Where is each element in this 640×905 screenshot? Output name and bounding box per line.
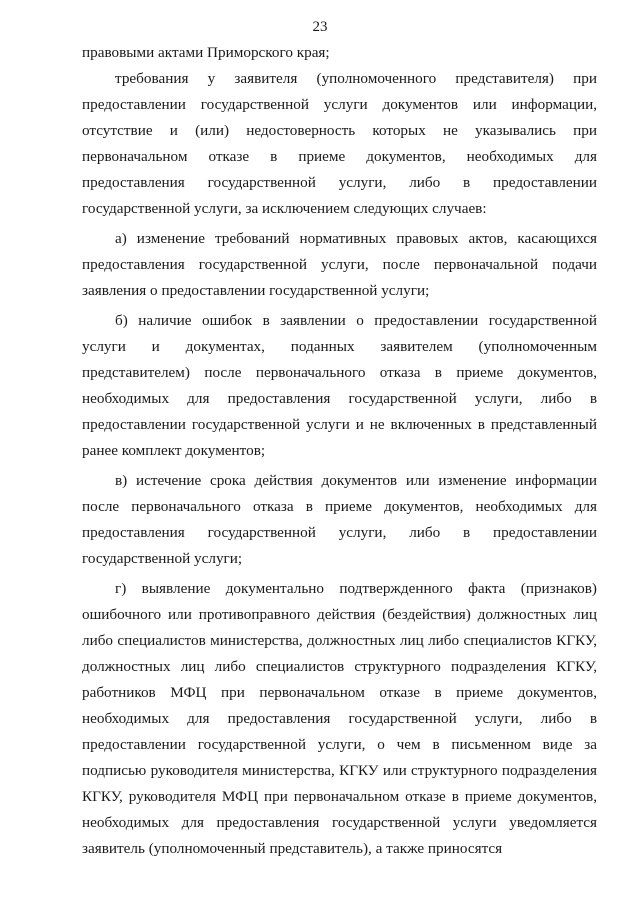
page-number: 23	[312, 19, 328, 35]
paragraph-requirements: требования у заявителя (уполномоченного представителя) при предоставлении государственной услуги документов или информации, отсутствие и (или) недостоверность которых не указывались при первоначальном отказе в приеме документов, необходимых для предоставления государственной услуги, либо в предоставлении государственной услуги, за исключением следующих случаев:	[82, 70, 597, 217]
paragraph-case-a: а) изменение требований нормативных правовых актов, касающихся предоставления государственной услуги, после первоначальной подачи заявления о предоставлении государственной услуги;	[82, 230, 597, 299]
paragraph-case-v: в) истечение срока действия документов или изменение информации после первоначального отказа в приеме документов, необходимых для предоставления государственной услуги, либо в предоставлении государственной услуги;	[82, 472, 597, 567]
paragraph-case-b: б) наличие ошибок в заявлении о предоставлении государственной услуги и документах, поданных заявителем (уполномоченным представителем) после первоначального отказа в приеме документов, необходимых для предоставления государственной услуги, либо в предоставлении государственной услуги и не включенных в представленный ранее комплект документов;	[82, 312, 597, 459]
paragraph-legal-acts: правовыми актами Приморского края;	[82, 44, 330, 61]
document-body	[82, 40, 597, 862]
paragraph-case-g: г) выявление документально подтвержденного факта (признаков) ошибочного или противоправного действия (бездействия) должностных лиц либо специалистов министерства, должностных лиц либо специалистов КГКУ, должностных лиц либо специалистов структурного подразделения КГКУ, работников МФЦ при первоначальном отказе в приеме документов, необходимых для предоставления государственной услуги, либо в предоставлении государственной услуги, о чем в письменном виде за подписью руководителя министерства, КГКУ или структурного подразделения КГКУ, руководителя МФЦ при первоначальном отказе в приеме документов, необходимых для предоставления государственной услуги уведомляется заявитель (уполномоченный представитель), а также приносятся	[82, 580, 597, 857]
